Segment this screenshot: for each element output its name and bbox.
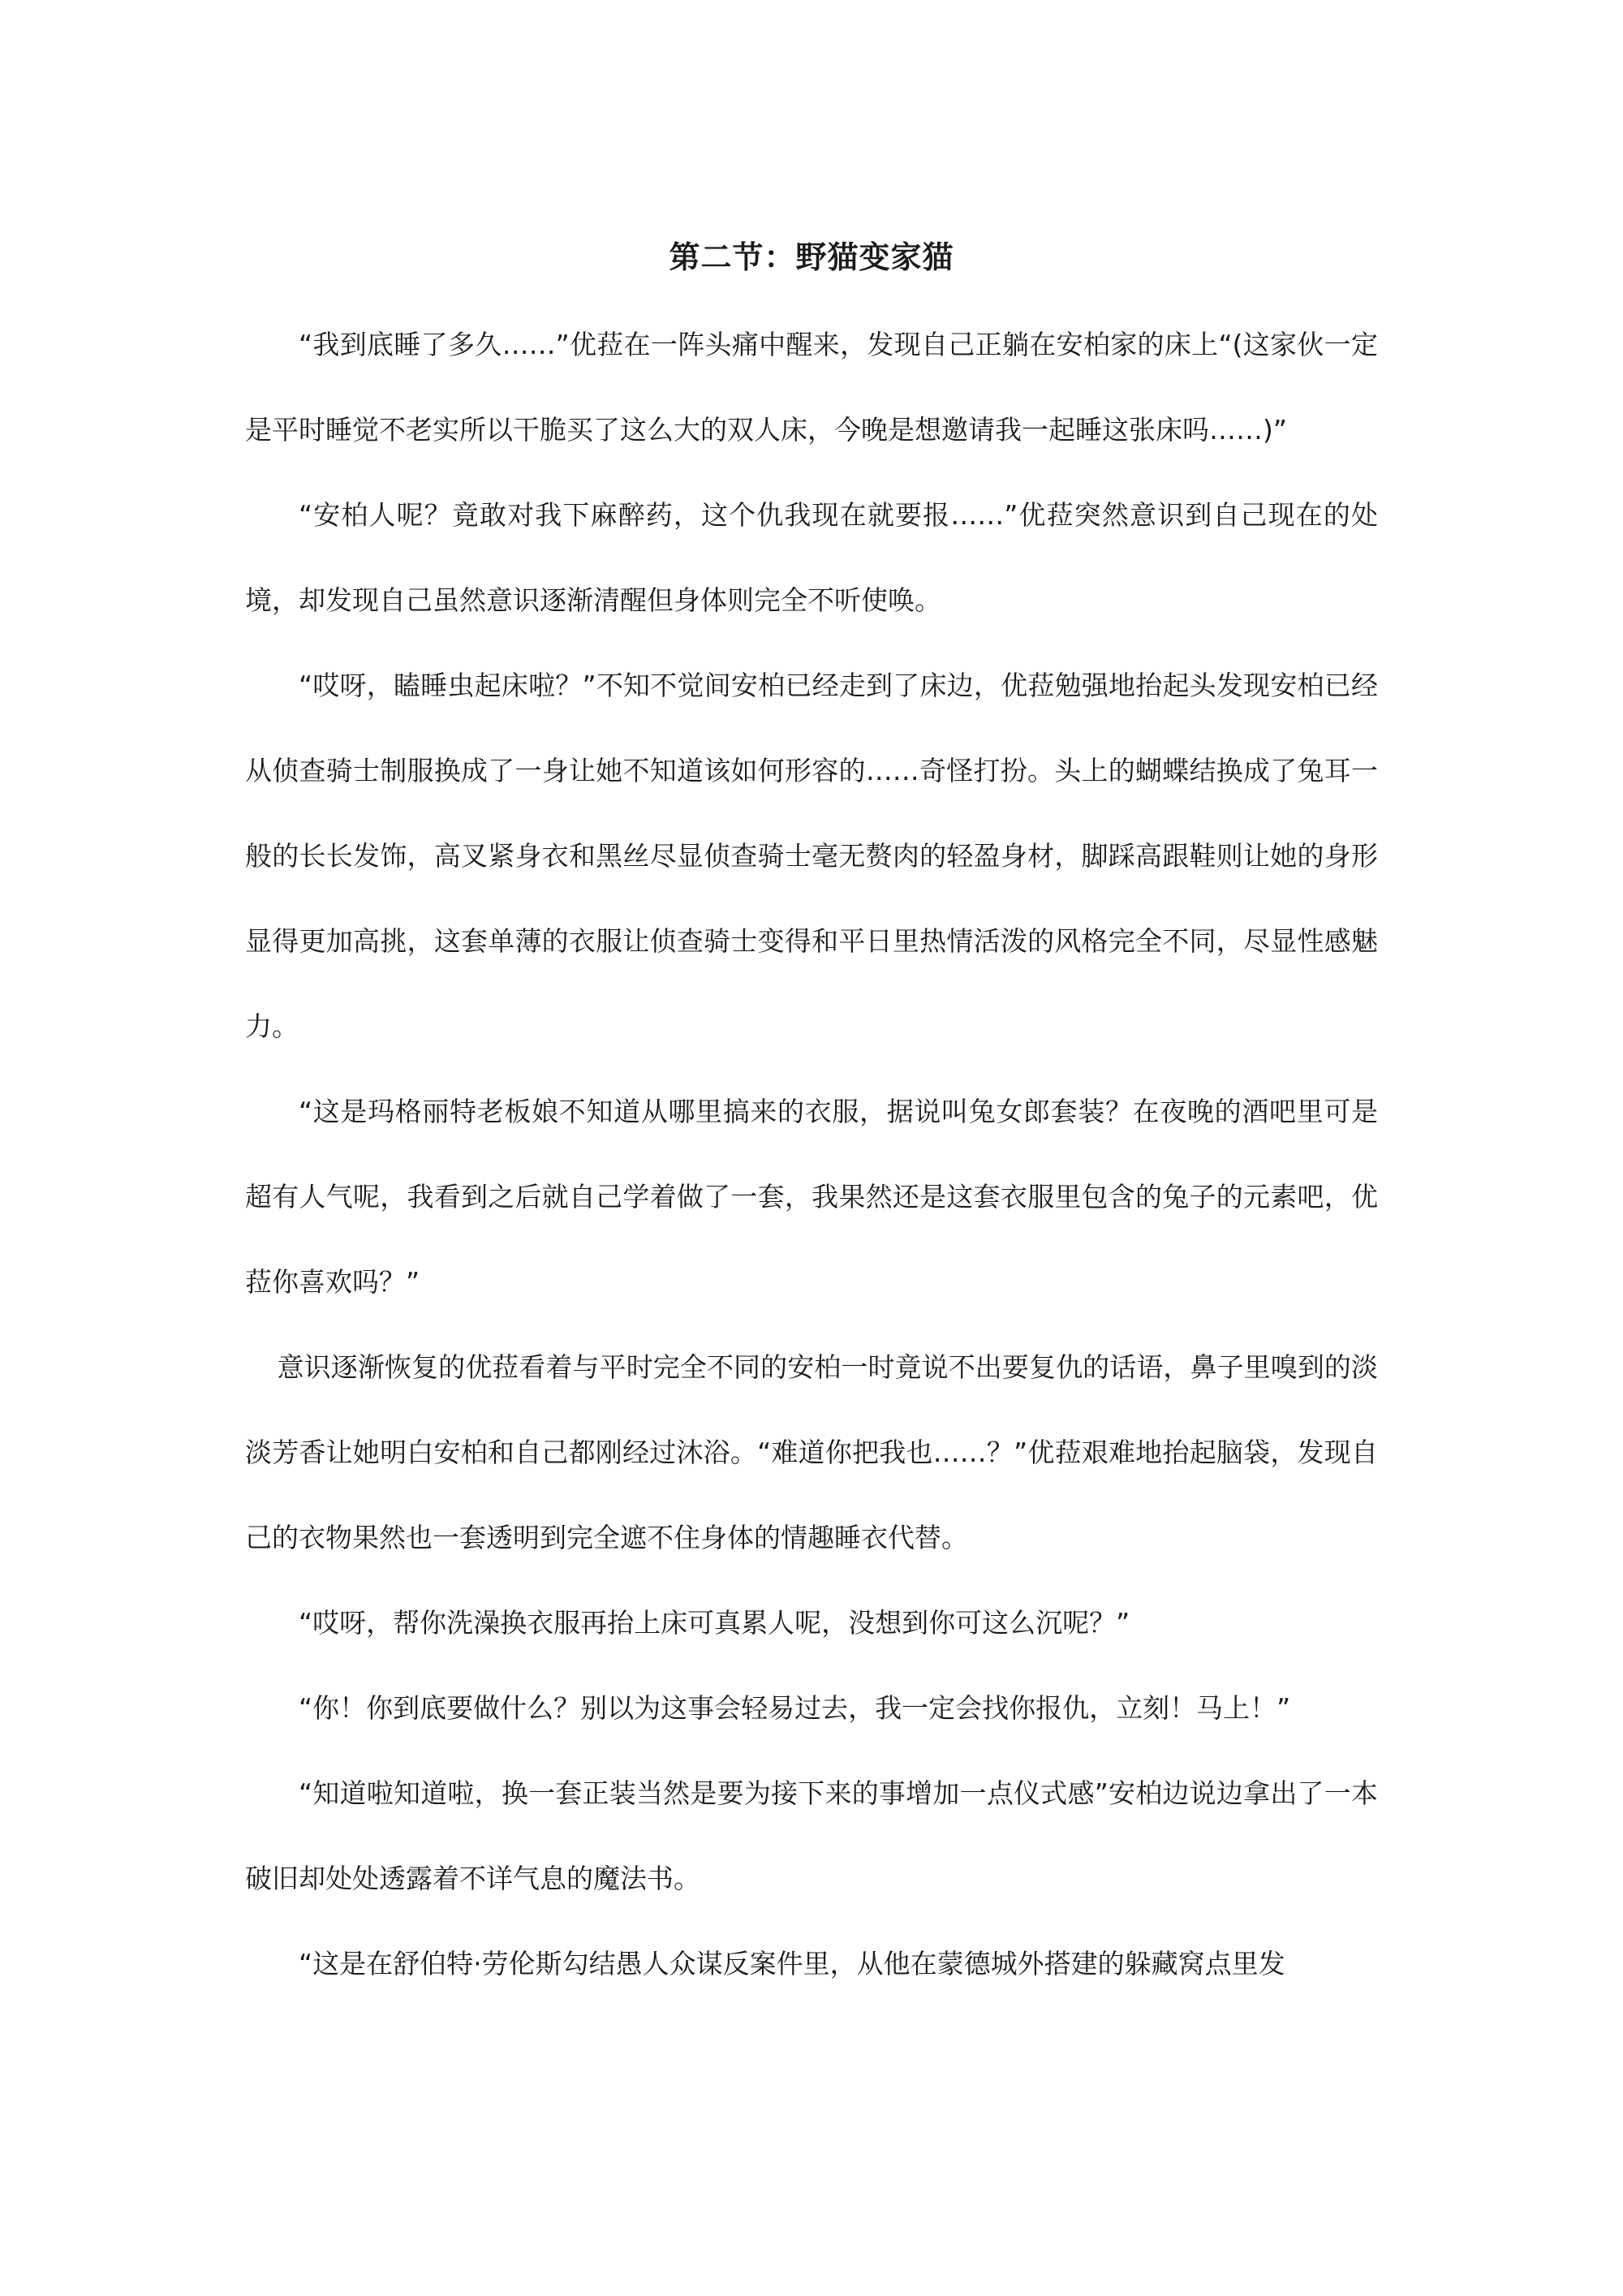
paragraph: 意识逐渐恢复的优菈看着与平时完全不同的安柏一时竟说不出要复仇的话语，鼻子里嗅到的淡淡芳香让她明白安柏和自己都刚经过沐浴。“难道你把我也……？”优菈艰难地抬起脑袋，发现自己的衣物果然也一套透明到完全遮不住身体的情趣睡衣代替。	[245, 1351, 1378, 1553]
paragraph: “你！你到底要做什么？别以为这事会轻易过去，我一定会找你报仇，立刻！马上！”	[299, 1692, 1291, 1724]
chapter-title: 第二节：野猫变家猫	[669, 239, 954, 276]
paragraph: “这是在舒伯特·劳伦斯勾结愚人众谋反案件里，从他在蒙德城外搭建的躲藏窝点里发	[299, 1948, 1285, 1979]
document-body	[245, 302, 1378, 2006]
paragraph: “安柏人呢？竟敢对我下麻醉药，这个仇我现在就要报……”优菈突然意识到自己现在的处境，却发现自己虽然意识逐渐清醒但身体则完全不听使唤。	[245, 499, 1378, 616]
paragraph: “哎呀，瞌睡虫起床啦？”不知不觉间安柏已经走到了床边，优菈勉强地抬起头发现安柏已经从侦查骑士制服换成了一身让她不知道该如何形容的……奇怪打扮。头上的蝴蝶结换成了兔耳一般的长长发饰，高叉紧身衣和黑丝尽显侦查骑士毫无赘肉的轻盈身材，脚踩高跟鞋则让她的身形显得更加高挑，这套单薄的衣服让侦查骑士变得和平日里热情活泼的风格完全不同，尽显性感魅力。	[245, 670, 1378, 1042]
paragraph: “知道啦知道啦，换一套正装当然是要为接下来的事增加一点仪式感”安柏边说边拿出了一本破旧却处处透露着不详气息的魔法书。	[245, 1777, 1378, 1894]
paragraph: “这是玛格丽特老板娘不知道从哪里搞来的衣服，据说叫兔女郎套装？在夜晚的酒吧里可是超有人气呢，我看到之后就自己学着做了一套，我果然还是这套衣服里包含的兔子的元素吧，优菈你喜欢吗？”	[245, 1096, 1378, 1298]
paragraph: “我到底睡了多久……”优菈在一阵头痛中醒来，发现自己正躺在安柏家的床上“(这家伙一定是平时睡觉不老实所以干脆买了这么大的双人床，今晚是想邀请我一起睡这张床吗……)”	[245, 329, 1378, 446]
paragraph: “哎呀，帮你洗澡换衣服再抬上床可真累人呢，没想到你可这么沉呢？”	[299, 1607, 1130, 1639]
